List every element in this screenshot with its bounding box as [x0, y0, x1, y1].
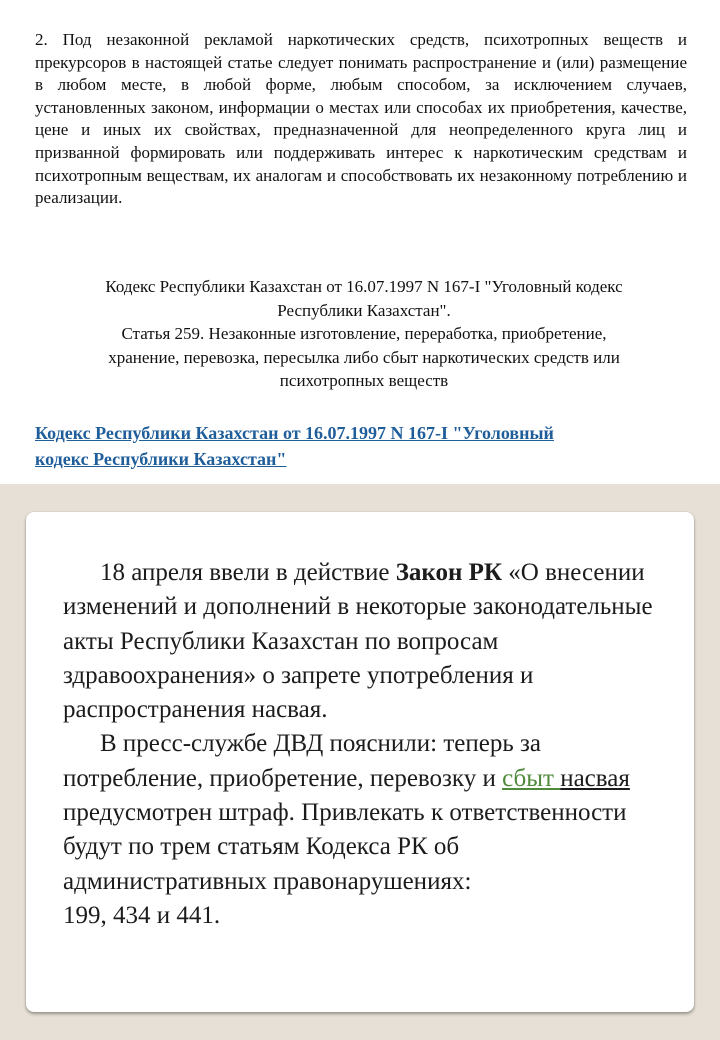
- news-panel: [0, 484, 720, 1040]
- article-title-line-2: хранение, перевозка, пересылка либо сбыт наркотических средств или: [108, 347, 620, 367]
- article-title-line-3: психотропных веществ: [279, 371, 449, 390]
- article-title-line-1: Статья 259. Незаконные изготовление, переработка, приобретение,: [121, 324, 607, 343]
- news-paragraph-2: [63, 727, 663, 898]
- source-citation: [30, 275, 698, 393]
- news-p1-prefix: 18 апреля ввели в действие: [100, 559, 396, 586]
- news-p1-rest: «О внесении изменений и дополнений в некоторые законодательные акты Республики Казахстан по вопросам здравоохранения» о запрете употребления и распространения насвая.: [63, 559, 653, 724]
- criminal-code-link-line-1[interactable]: Кодекс Республики Казахстан от 16.07.1997 N 167-I "Уголовный: [35, 423, 554, 443]
- legal-excerpt-section: [0, 0, 720, 484]
- criminal-code-link[interactable]: [35, 420, 695, 472]
- news-p2-prefix: В пресс-службе ДВД пояснили: теперь за потребление, приобретение, перевозку и: [63, 730, 541, 792]
- news-p2-rest: предусмотрен штраф. Привлекать к ответственности будут по трем статьям Кодекса РК об административных правонарушениях:: [63, 799, 627, 895]
- news-paragraph-1: [63, 556, 663, 727]
- sale-link[interactable]: сбыт: [502, 764, 554, 792]
- news-card: [26, 512, 694, 1012]
- nasvay-underlined: насвая: [560, 764, 630, 792]
- code-title-line-1: Кодекс Республики Казахстан от 16.07.1997 N 167-I "Уголовный кодекс: [105, 277, 623, 296]
- code-title-line-2: Республики Казахстан".: [277, 300, 451, 320]
- criminal-code-link-line-2[interactable]: кодекс Республики Казахстан": [35, 449, 287, 469]
- law-name: Закон РК: [395, 559, 503, 586]
- news-paragraph-3: 199, 434 и 441.: [63, 901, 221, 929]
- article-paragraph: 2. Под незаконной рекламой наркотических средств, психотропных веществ и прекурсоров в настоящей статье следует понимать распространение и (или) размещение в любом месте, в любой форме, любым способом, за исключением случаев, установленных законом, информации о местах или способах их приобретения, качестве, цене и иных их свойствах, предназначенной для неопределенного круга лиц и призванной формировать или поддерживать интерес к наркотическим средствам и психотропным веществам, их аналогам и способствовать их незаконному потреблению и реализации.: [35, 30, 687, 208]
- news-text: [63, 556, 663, 933]
